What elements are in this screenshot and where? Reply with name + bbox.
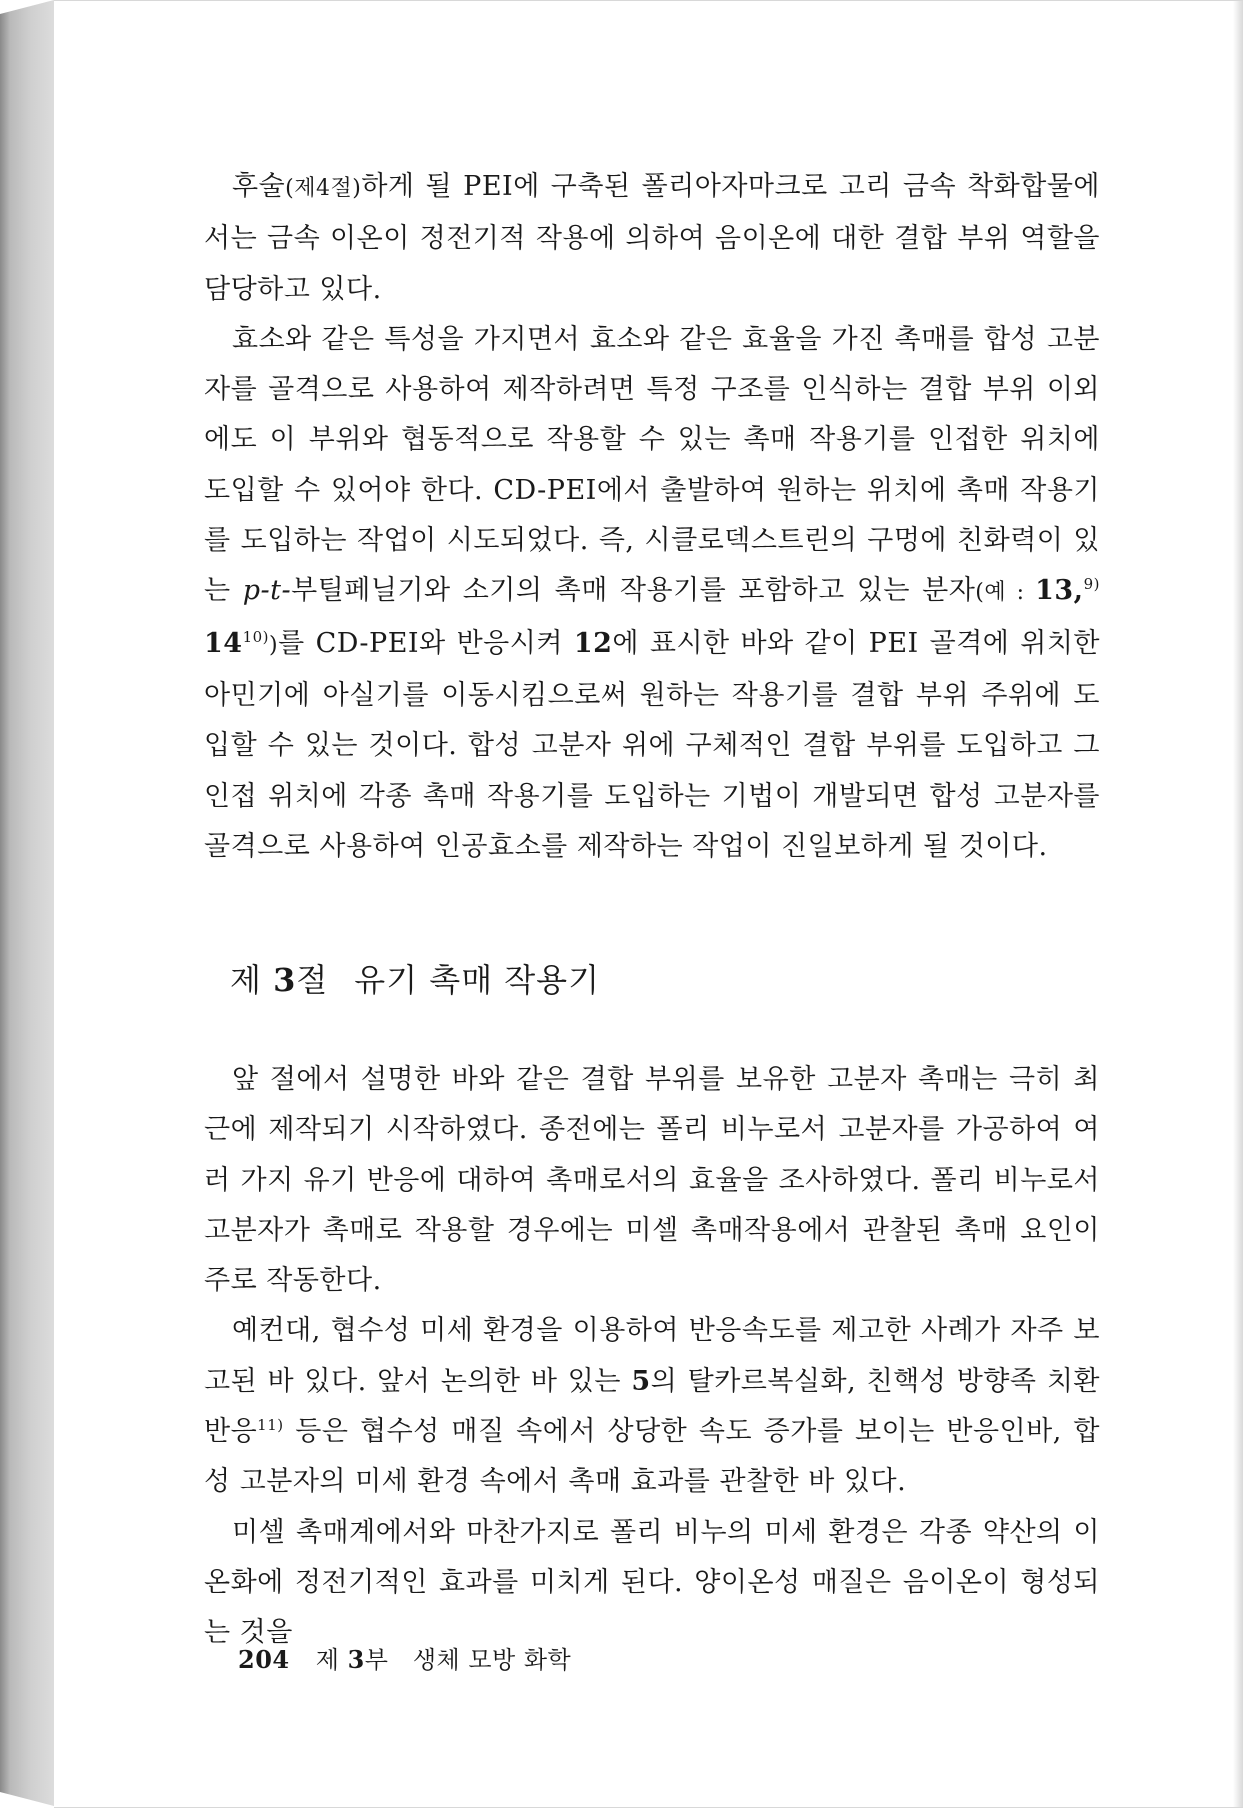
book-spine-edge: [0, 0, 54, 1806]
section-prefix: 제: [230, 961, 262, 999]
text-segment: (제4절): [285, 176, 362, 201]
book-edge-top-corner: [0, 0, 54, 14]
text-segment: p-t-: [242, 575, 292, 607]
text-segment: 하게 될 PEI에 구축된 폴리아자마크로 고리 금속 착화합물에서는 금속 이온이 정전기적 작용에 의하여 음이온에 대한 결합 부위 역할을 담당하고 있다.: [204, 171, 1100, 305]
text-segment: 미셀 촉매계에서와 마찬가지로 폴리 비누의 미세 환경은 각종 약산의 이온화에 정전기적인 효과를 미치게 된다. 양이온성 매질은 음이온이 형성되는 것을: [204, 1516, 1100, 1649]
citation-superscript: 10): [242, 627, 270, 646]
text-segment: 5: [631, 1365, 651, 1397]
section-title: 유기 촉매 작용기: [354, 961, 601, 999]
citation-superscript: 9): [1083, 575, 1100, 594]
part-prefix: 제: [315, 1646, 340, 1674]
text-segment: ): [269, 632, 279, 658]
text-segment: 예컨대, 협수성 미세 환경을 이용하여 반응속도를 제고한 사례가 자주 보고된 바 있다. 앞서 논의한 바 있는: [204, 1315, 1100, 1397]
part-suffix: 부: [364, 1646, 389, 1674]
text-segment: 에 표시한 바와 같이 PEI 골격에 위치한 아민기에 아실기를 이동시킴으로써 원하는 작용기를 결합 부위 주위에 도입할 수 있는 것이다. 합성 고분자 위에 구체적인 결합 부위를 도입하고 그 인접 위치에 각종 촉매 작용기를 도입하는 기법이 개발되면 합성 고분자를 골격으로 사용하여 인공효소를 제작하는 작업이 진일보하게 될 것이다.: [204, 627, 1101, 862]
paragraph: [204, 1508, 1100, 1659]
text-segment: 13,: [1035, 575, 1084, 607]
section-suffix: 절: [296, 961, 329, 999]
page-number: 204: [238, 1645, 290, 1674]
section-heading: [230, 955, 600, 1001]
text-segment: 의 탈카르복실화, 친핵성 방향족 치환반응: [204, 1365, 1100, 1448]
paragraph: [204, 162, 1100, 315]
text-segment: 부틸페닐기와 소기의 촉매 작용기를 포함하고 있는 분자: [291, 575, 976, 607]
part-title: 생체 모방 화학: [412, 1646, 572, 1674]
bottom-text-block: [204, 1055, 1100, 1659]
top-text-block: [204, 162, 1100, 872]
text-segment: 12: [573, 627, 613, 659]
citation-superscript: 11): [257, 1416, 284, 1435]
section-number: 3: [273, 961, 297, 999]
text-segment: 를 CD-PEI와 반응시켜: [278, 627, 574, 659]
text-segment: 등은 협수성 매질 속에서 상당한 속도 증가를 보이는 반응인바, 합성 고분자의 미세 환경 속에서 촉매 효과를 관찰한 바 있다.: [204, 1416, 1100, 1498]
text-segment: 효소와 같은 특성을 가지면서 효소와 같은 효율을 가진 촉매를 합성 고분자를 골격으로 사용하여 제작하려면 특정 구조를 인식하는 결합 부위 이외에도 이 부위와 협동적으로 작용할 수 있는 촉매 작용기를 인접한 위치에 도입할 수 있어야 한다. CD-PEI에서 출발하여 원하는 위치에 촉매 작용기를 도입하는 작업이 시도되었다. 즉, 시클로덱스트린의 구멍에 친화력이 있는: [204, 323, 1100, 607]
page-right-shadow: [1233, 1, 1243, 1807]
paragraph: [204, 315, 1100, 872]
text-segment: 후술: [232, 171, 286, 202]
paragraph: [204, 1306, 1100, 1507]
part-number: 3: [347, 1645, 365, 1674]
book-edge-bottom-corner: [0, 1792, 54, 1806]
text-segment: 14: [204, 627, 243, 659]
text-segment: 앞 절에서 설명한 바와 같은 결합 부위를 보유한 고분자 촉매는 극히 최근에 제작되기 시작하였다. 종전에는 폴리 비누로서 고분자를 가공하여 여러 가지 유기 반응에 대하여 촉매로서의 효율을 조사하였다. 폴리 비누로서 고분자가 촉매로 작용할 경우에는 미셀 촉매작용에서 관찰된 촉매 요인이 주로 작동한다.: [204, 1064, 1100, 1297]
paragraph: [204, 1055, 1100, 1306]
page-footer: [238, 1640, 571, 1675]
text-segment: (예 :: [975, 580, 1036, 606]
